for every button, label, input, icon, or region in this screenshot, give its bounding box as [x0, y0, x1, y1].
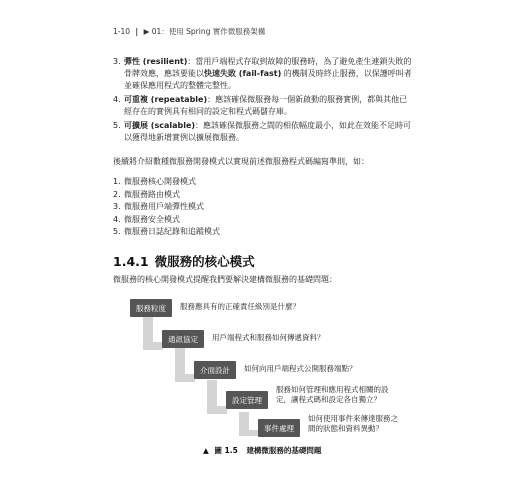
- box-service-granularity: 服務粒度: [130, 299, 172, 317]
- step-connector: [239, 412, 259, 436]
- pattern-number: 4.: [113, 214, 121, 224]
- question-event-processing: 如何使用事件來傳達服務之間的狀態和資料異動？: [308, 414, 398, 433]
- pattern-number: 5.: [113, 227, 121, 236]
- principle-term: 可重複 (repeatable): [124, 95, 208, 104]
- box-communication-protocol: 通訊協定: [162, 330, 204, 348]
- principle-desc: ：應該確保微服務每一個新啟動的服務實例，都與其他已經存在的實例具有相同的設定和程式碼儲存庫。: [124, 95, 408, 116]
- section-number: 1.4.1: [113, 254, 149, 269]
- pattern-number: 1.: [113, 177, 121, 186]
- principle-desc: ：應該確保微服務之間的相依幅度最小，如此在效能不足時可以獲得地新增實例以擴展微服務。: [124, 121, 412, 142]
- pattern-intro: 後續將介紹數種微服務開發模式以實現前述微服務程式碼編寫準則，如：: [113, 157, 369, 166]
- step-connector: [207, 380, 227, 414]
- section-title: 微服務的核心模式: [154, 254, 255, 269]
- principle-number: 5.: [113, 121, 121, 130]
- figure-label: 圖 1.5: [214, 446, 238, 455]
- pattern-label: 微服務日誌紀錄和追蹤模式: [124, 227, 220, 236]
- caption-triangle-icon: ▲: [203, 446, 209, 455]
- box-configuration-management: 設定管理: [226, 391, 268, 409]
- box-event-processing: 事件處理: [258, 419, 300, 437]
- pattern-label: 微服務路由模式: [124, 189, 180, 199]
- principle-desc-end: 的機制及時終止服務，以保護呼叫者並確保應用程式的整體完整性。: [124, 69, 412, 90]
- principle-number: 4.: [113, 95, 121, 104]
- pattern-label: 微服務核心開發模式: [124, 177, 196, 186]
- question-configuration-management: 服務如何管理和應用程式相關的設定，讓程式碼和設定各自獨立？: [276, 385, 389, 404]
- box-interface-design: 介面設計: [194, 361, 236, 379]
- question-communication-protocol: 用戶端程式和服務如何傳遞資料？: [212, 333, 325, 342]
- principle-term: 可擴展 (scalable): [124, 121, 196, 130]
- chapter-title: ▶ 01：使用 Spring 實作微服務架構: [143, 27, 266, 36]
- page-number: 1-10: [113, 27, 131, 36]
- section-intro: 微服務的核心開發模式提醒我們要解決建構微服務的基礎問題：: [113, 275, 337, 284]
- principle-desc: ：當用戶端程式存取到故障的服務時，為了避免產生連鎖失敗的骨牌效應，應該要能以: [124, 57, 412, 78]
- pattern-number: 3.: [113, 202, 121, 211]
- principle-emphasis: 快速失敗 (fail-fast): [204, 69, 282, 78]
- question-service-granularity: 服務應具有的正確責任級別是什麼？: [180, 302, 300, 311]
- principle-term: 彈性 (resilient): [124, 57, 188, 66]
- step-connector: [175, 348, 195, 382]
- header-separator: |: [135, 27, 139, 36]
- question-interface-design: 如何向用戶端程式公開服務端點？: [244, 364, 357, 373]
- step-connector: [143, 316, 163, 350]
- principle-number: 3.: [113, 57, 121, 66]
- figure-caption: [203, 445, 321, 456]
- figure-title: 建構微服務的基礎問題: [246, 446, 322, 455]
- pattern-label: 微服務安全模式: [124, 214, 180, 224]
- pattern-number: 2.: [113, 189, 121, 199]
- pattern-label: 微服務用戶端彈性模式: [124, 202, 204, 211]
